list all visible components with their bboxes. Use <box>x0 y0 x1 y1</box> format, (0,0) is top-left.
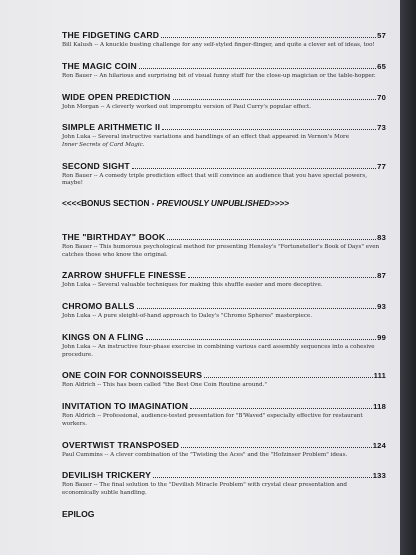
entry-title: DEVILISH TRICKERY <box>62 470 152 481</box>
entry-description-text: Ron Bauer -- A comedy triple prediction effect that will convince an audience that you have special powers, maybe! <box>62 172 367 187</box>
dot-leader <box>167 239 376 240</box>
entry-page-number: 77 <box>377 161 386 171</box>
entry-description-text: Ron Bauer -- This humorous psychological method for presenting Hensley's "Fortuneteller's Book of Days" even catches those who know the original. <box>62 244 380 258</box>
entry-page-number: 93 <box>377 302 386 312</box>
entry-page-number: 111 <box>373 371 386 381</box>
book-edge-shadow <box>400 0 416 555</box>
entry-description-text: Ron Aldrich -- Professional, audience-tested presentation for "B'Waved" especially effective for restaurant workers. <box>62 413 363 427</box>
entry-description <box>62 344 386 359</box>
dot-leader <box>188 277 376 278</box>
dot-leader <box>161 37 376 38</box>
entry-description-text: Ron Bauer -- An hilarious and surprising bit of visual funny stuff for the close-up magician or the table-hopper. <box>62 72 376 79</box>
contents-entry <box>62 122 386 149</box>
contents-entry <box>62 30 386 50</box>
entry-description-text: John Luka -- Several valuable techniques for making this shuffle easier and more deceptive. <box>62 282 323 289</box>
contents-entry <box>62 301 386 321</box>
entry-description <box>62 173 386 188</box>
entry-description <box>62 73 386 81</box>
entry-page-number: 99 <box>377 333 386 343</box>
entry-header <box>62 301 386 312</box>
entry-description-text: John Luka -- An instructive four-phase exercise in combining various card assembly sequences into a cohesive procedure. <box>62 344 375 358</box>
entry-title: THE "BIRTHDAY" BOOK <box>62 232 166 243</box>
entry-header <box>62 30 386 41</box>
bonus-section-heading: <<<<BONUS SECTION - PREVIOUSLY UNPUBLISHED>>>> <box>62 199 290 209</box>
entry-page-number: 70 <box>377 92 386 102</box>
entry-title: INVITATION TO IMAGINATION <box>62 401 189 412</box>
dot-leader <box>153 477 372 478</box>
entry-header <box>62 401 386 412</box>
dot-leader <box>181 447 372 448</box>
contents-entry <box>62 370 386 390</box>
entry-description <box>62 452 386 460</box>
entry-description-text: Ron Bauer -- The final solution to the "Devilish Miracle Problem" with crystal clear presentation and economically subtle handling. <box>62 482 348 496</box>
contents-entry <box>62 92 386 112</box>
dot-leader <box>132 168 376 169</box>
entry-header <box>62 370 386 381</box>
entry-description-text: John Luka -- Several instructive variations and handlings of an effect that appeared in Vernon's More <box>62 134 350 141</box>
entry-header <box>62 470 386 481</box>
entry-title: KINGS ON A FLING <box>62 332 144 343</box>
entry-header <box>62 440 386 451</box>
entry-description-italic: Inner Secrets of Card Magic. <box>62 141 145 148</box>
entry-header <box>62 122 386 133</box>
contents-entry <box>62 61 386 81</box>
entry-description <box>62 413 386 428</box>
entry-description <box>62 42 386 50</box>
entry-page-number: 133 <box>372 471 386 481</box>
contents-entry <box>62 401 386 428</box>
entry-description <box>62 244 386 259</box>
entry-title: THE MAGIC COIN <box>62 60 137 71</box>
entry-header <box>62 232 386 243</box>
entry-description-text: Paul Cummins -- A clever combination of the "Twisting the Aces" and the "Hofzinser Problem" ideas. <box>62 451 348 458</box>
epilog-heading: EPILOG <box>62 508 95 519</box>
dot-leader <box>204 377 372 378</box>
contents-list-top <box>62 30 386 188</box>
dot-leader <box>139 68 376 69</box>
entry-description <box>62 134 386 149</box>
entry-page-number: 57 <box>377 31 386 40</box>
entry-header <box>62 61 386 72</box>
contents-entry <box>62 440 386 460</box>
entry-description <box>62 104 386 112</box>
dot-leader <box>190 408 372 409</box>
entry-title: CHROMO BALLS <box>62 301 135 312</box>
entry-title: SECOND SIGHT <box>62 160 130 171</box>
entry-title: THE FIDGETING CARD <box>62 30 160 40</box>
entry-page-number: 65 <box>377 61 386 71</box>
dot-leader <box>137 308 377 309</box>
contents-entry <box>62 232 386 259</box>
entry-description <box>62 482 386 497</box>
entry-title: SIMPLE ARITHMETIC II <box>62 122 161 133</box>
entry-description <box>62 382 386 390</box>
entry-description-text: John Luka -- A pure sleight-of-hand approach to Daley's "Chromo Spheres" masterpiece. <box>62 313 313 320</box>
entry-header <box>62 270 386 281</box>
contents-entry <box>62 470 386 497</box>
entry-description-text: Bill Kalush -- A knuckle busting challenge for any self-styled finger-flinger, and quite a clever set of ideas, too! <box>62 42 375 48</box>
dot-leader <box>162 129 376 130</box>
contents-list-bottom <box>62 232 386 497</box>
entry-page-number: 87 <box>377 271 386 281</box>
entry-header <box>62 92 386 103</box>
entry-title: ONE COIN FOR CONNOISSEURS <box>62 370 203 381</box>
entry-page-number: 83 <box>377 233 386 243</box>
dot-leader <box>146 339 376 340</box>
entry-header <box>62 332 386 343</box>
entry-description <box>62 313 386 321</box>
entry-description-text: John Morgan -- A cleverly worked out impromptu version of Paul Curry's popular effect. <box>62 103 312 110</box>
contents-entry <box>62 161 386 188</box>
entry-title: OVERTWIST TRANSPOSED <box>62 439 180 450</box>
entry-title: WIDE OPEN PREDICTION <box>62 91 171 102</box>
entry-description <box>62 282 386 290</box>
entry-page-number: 118 <box>373 402 386 412</box>
entry-header <box>62 161 386 172</box>
contents-entry <box>62 270 386 290</box>
entry-page-number: 124 <box>372 440 386 450</box>
contents-entry <box>62 332 386 359</box>
entry-title: ZARROW SHUFFLE FINESSE <box>62 270 187 281</box>
entry-page-number: 73 <box>377 123 386 133</box>
entry-description-text: Ron Aldrich -- This has been called "the Best One Coin Routine around." <box>62 382 267 389</box>
dot-leader <box>173 99 377 100</box>
